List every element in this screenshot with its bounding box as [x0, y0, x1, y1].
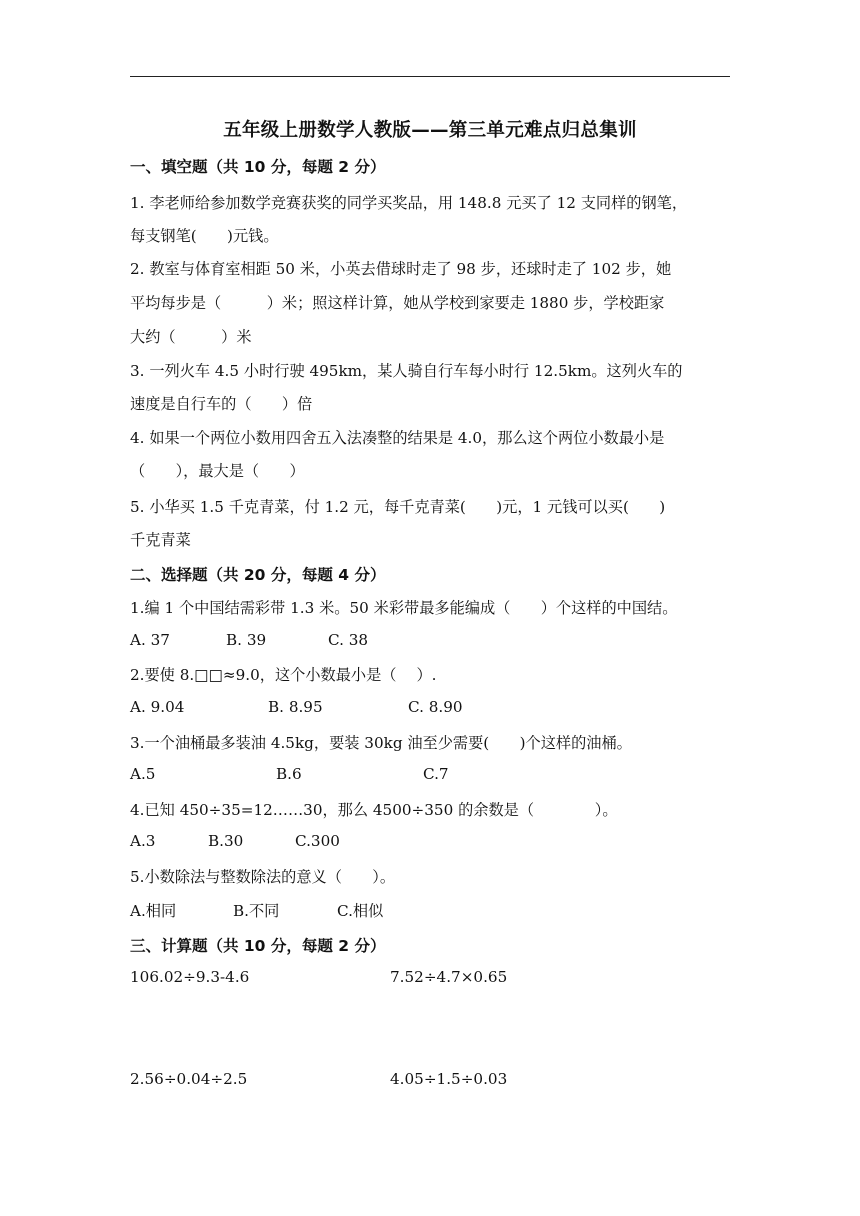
- question-1-1-line-1: 1. 李老师给参加数学竞赛获奖的同学买奖品，用 148.8 元买了 12 支同样的钢笔，: [130, 194, 688, 212]
- question-2-3-option-c: C.7: [423, 765, 449, 783]
- question-1-2-line-2: 平均每步是（ ）米；照这样计算，她从学校到家要走 1880 步，学校距家: [130, 294, 665, 312]
- question-2-4-stem: 4.已知 450÷35=12……30，那么 4500÷350 的余数是（ ）。: [130, 801, 618, 819]
- question-1-5-line-2: 千克青菜: [130, 531, 191, 549]
- question-2-5-option-a: A.相同: [130, 902, 177, 920]
- question-2-1-stem: 1.编 1 个中国结需彩带 1.3 米。50 米彩带最多能编成（ ）个这样的中国结。: [130, 599, 678, 617]
- question-2-5-option-c: C.相似: [337, 902, 384, 920]
- calc-expression-2: 7.52÷4.7×0.65: [390, 968, 508, 986]
- section-2-heading: 二、选择题（共 20 分，每题 4 分）: [130, 566, 386, 584]
- section-1-heading: 一、填空题（共 10 分，每题 2 分）: [130, 158, 386, 176]
- question-1-3-line-1: 3. 一列火车 4.5 小时行驶 495km，某人骑自行车每小时行 12.5km。这列火车的: [130, 362, 683, 380]
- question-2-3-option-b: B.6: [276, 765, 302, 783]
- calc-expression-1: 106.02÷9.3-4.6: [130, 968, 250, 986]
- question-1-4-line-2: （ ），最大是（ ）: [130, 462, 305, 480]
- question-2-3-option-a: A.5: [130, 765, 156, 783]
- question-2-4-option-b: B.30: [208, 832, 244, 850]
- question-1-2-line-1: 2. 教室与体育室相距 50 米，小英去借球时走了 98 步，还球时走了 102 步，她: [130, 260, 672, 278]
- question-2-2-option-c: C. 8.90: [408, 698, 463, 716]
- question-2-2-option-a: A. 9.04: [130, 698, 185, 716]
- question-2-5-option-b: B.不同: [233, 902, 280, 920]
- question-2-2-option-b: B. 8.95: [268, 698, 323, 716]
- question-2-1-option-c: C. 38: [328, 631, 369, 649]
- question-1-5-line-1: 5. 小华买 1.5 千克青菜，付 1.2 元，每千克青菜( )元，1 元钱可以买( ): [130, 498, 666, 516]
- question-2-1-option-b: B. 39: [226, 631, 267, 649]
- page-title: 五年级上册数学人教版——第三单元难点归总集训: [223, 120, 637, 141]
- question-1-1-line-2: 每支钢笔( )元钱。: [130, 227, 279, 245]
- calc-expression-3: 2.56÷0.04÷2.5: [130, 1070, 248, 1088]
- question-2-4-option-c: C.300: [295, 832, 340, 850]
- question-2-3-stem: 3.一个油桶最多装油 4.5kg，要装 30kg 油至少需要( )个这样的油桶。: [130, 734, 632, 752]
- question-2-5-stem: 5.小数除法与整数除法的意义（ ）。: [130, 868, 396, 886]
- question-2-2-stem: 2.要使 8.□□≈9.0，这个小数最小是（ ）.: [130, 666, 437, 684]
- header-rule: [130, 76, 730, 77]
- question-2-1-option-a: A. 37: [130, 631, 170, 649]
- section-3-heading: 三、计算题（共 10 分，每题 2 分）: [130, 937, 386, 955]
- calc-expression-4: 4.05÷1.5÷0.03: [390, 1070, 508, 1088]
- question-1-3-line-2: 速度是自行车的（ ）倍: [130, 395, 313, 413]
- question-1-4-line-1: 4. 如果一个两位小数用四舍五入法凑整的结果是 4.0，那么这个两位小数最小是: [130, 429, 665, 447]
- question-2-4-option-a: A.3: [130, 832, 156, 850]
- question-1-2-line-3: 大约（ ）米: [130, 328, 252, 346]
